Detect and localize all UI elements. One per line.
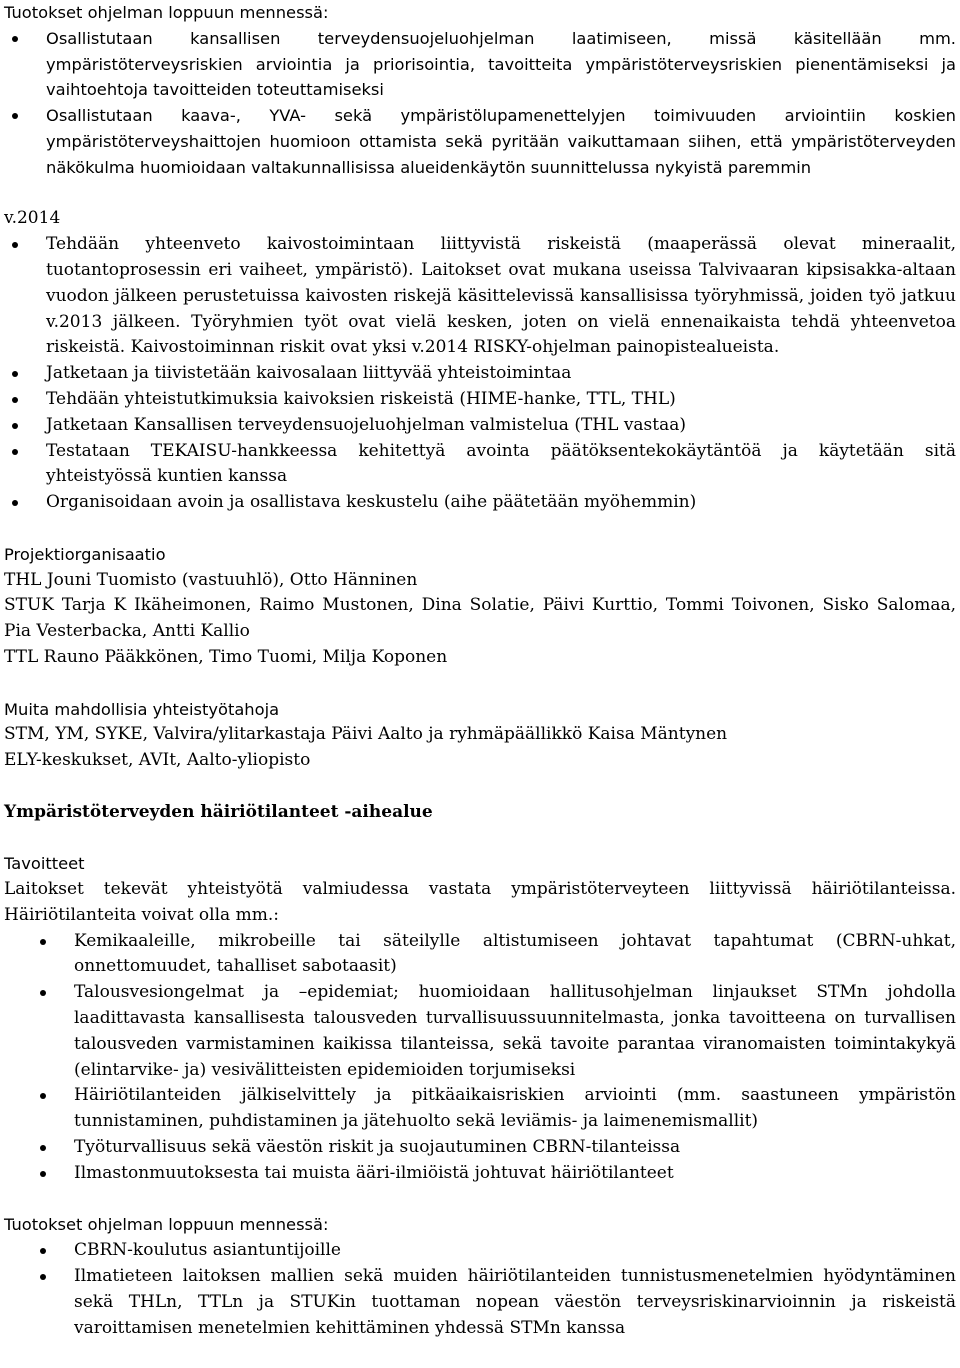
year-heading: v.2014 xyxy=(4,208,61,229)
tasks-list-2014 xyxy=(4,232,956,516)
list-item: Häiriötilanteiden jälkiselvittely ja pitkäaikaisriskien arviointi (mm. saastuneen ympäristön tunnistaminen, puhdistaminen ja jätehuolto sekä leviämis- ja laimenemismallit) xyxy=(4,1083,956,1135)
org-line-ttl: TTL Rauno Pääkkönen, Timo Tuomi, Milja Koponen xyxy=(4,646,448,667)
list-item: Työturvallisuus sekä väestön riskit ja suojautuminen CBRN-tilanteissa xyxy=(4,1135,956,1161)
list-item: Osallistutaan kansallisen terveydensuojeluohjelman laatimiseen, missä käsitellään mm. ympäristöterveysriskien arviointia ja priorisointia, tavoitteita ympäristöterveysriskien pienentämiseksi ja vaihtoehtoja tavoitteiden toteuttamiseksi xyxy=(4,26,956,103)
incident-types-list xyxy=(4,929,956,1187)
partners-line-1: STM, YM, SYKE, Valvira/ylitarkastaja Päivi Aalto ja ryhmäpäällikkö Kaisa Mäntynen xyxy=(4,724,728,745)
goals-text: Laitokset tekevät yhteistyötä valmiudessa vastata ympäristöterveyteen liittyvissä häiriötilanteissa. Häiriötilanteita voivat olla mm.: xyxy=(4,879,956,925)
section-title: Ympäristöterveyden häiriötilanteet -aihealue xyxy=(4,801,433,822)
org-line-stuk: STUK Tarja K Ikäheimonen, Raimo Mustonen, Dina Solatie, Päivi Kurttio, Tommi Toivonen, Sisko Salomaa, Pia Vesterbacka, Antti Kallio xyxy=(4,595,956,642)
list-item: Ilmatieteen laitoksen mallien sekä muiden häiriötilanteiden tunnistusmenetelmien hyödyntäminen sekä THLn, TTLn ja STUKin tuottaman nopean väestön terveysriskinarvioinnin ja riskeistä varoittamisen menetelmien kehittäminen yhdessä STMn kanssa xyxy=(4,1264,956,1341)
list-item: Ilmastonmuutoksesta tai muista ääri-ilmiöistä johtuvat häiriötilanteet xyxy=(4,1161,956,1187)
outputs-list-1 xyxy=(4,26,956,181)
list-item: Osallistutaan kaava-, YVA- sekä ympäristölupamenettelyjen toimivuuden arviointiin koskien ympäristöterveyshaittojen huomioon ottamista sekä pyritään vaikuttamaan siihen, että ympäristöterveyden näkökulma huomioidaan valtakunnallisissa alueidenkäytön suunnittelussa nykyistä paremmin xyxy=(4,103,956,180)
outputs-list-2 xyxy=(4,1238,956,1341)
list-item: Kemikaaleille, mikrobeille tai säteilylle altistumiseen johtavat tapahtumat (CBRN-uhkat, onnettomuudet, tahalliset sabotaasit) xyxy=(4,929,956,981)
list-item: Organisoidaan avoin ja osallistava keskustelu (aihe päätetään myöhemmin) xyxy=(4,490,956,516)
list-item: Testataan TEKAISU-hankkeessa kehitettyä avointa päätöksentekokäytäntöä ja käytetään sitä yhteistyössä kuntien kanssa xyxy=(4,439,956,491)
org-line-thl: THL Jouni Tuomisto (vastuuhlö), Otto Hänninen xyxy=(4,569,418,590)
list-item: Tehdään yhteistutkimuksia kaivoksien riskeistä (HIME-hanke, TTL, THL) xyxy=(4,387,956,413)
project-org-heading: Projektiorganisaatio xyxy=(4,544,166,564)
list-item: CBRN-koulutus asiantuntijoille xyxy=(4,1238,956,1264)
partners-heading: Muita mahdollisia yhteistyötahoja xyxy=(4,699,280,719)
list-item: Jatketaan ja tiivistetään kaivosalaan liittyvää yhteistoimintaa xyxy=(4,361,956,387)
list-item: Talousvesiongelmat ja –epidemiat; huomioidaan hallitusohjelman linjaukset STMn johdolla laadittavasta kansallisesta talousveden turvallisuussuunnitelmasta, jonka tavoitteena on turvallisen talousveden varmistaminen kaikissa tilanteissa, sekä tavoite parantaa viranomaisten toimintakykyä (elintarvike- ja) vesivälitteisten epidemioiden torjumiseksi xyxy=(4,980,956,1083)
partners-line-2: ELY-keskukset, AVIt, Aalto-yliopisto xyxy=(4,750,311,771)
goals-heading: Tavoitteet xyxy=(4,854,85,874)
outputs-heading-1: Tuotokset ohjelman loppuun mennessä: xyxy=(4,3,329,22)
list-item: Jatketaan Kansallisen terveydensuojeluohjelman valmistelua (THL vastaa) xyxy=(4,413,956,439)
list-item: Tehdään yhteenveto kaivostoimintaan liittyvistä riskeistä (maaperässä olevat mineraalit, tuotantoprosessin eri vaiheet, ympäristö). Laitokset ovat mukana useissa Talvivaaran kipsisakka-altaan vuodon jälkeen perustetuissa kaivosten riskejä käsittelevissä kansallisissa työryhmissä, joiden työ jatkuu v.2013 jälkeen. Työryhmien työt ovat vielä kesken, joten on vielä ennenaikaista tehdä yhteenvetoa riskeistä. Kaivostoiminnan riskit ovat yksi v.2014 RISKY-ohjelman painopistealueista. xyxy=(4,232,956,361)
outputs-heading-2: Tuotokset ohjelman loppuun mennessä: xyxy=(4,1215,329,1235)
